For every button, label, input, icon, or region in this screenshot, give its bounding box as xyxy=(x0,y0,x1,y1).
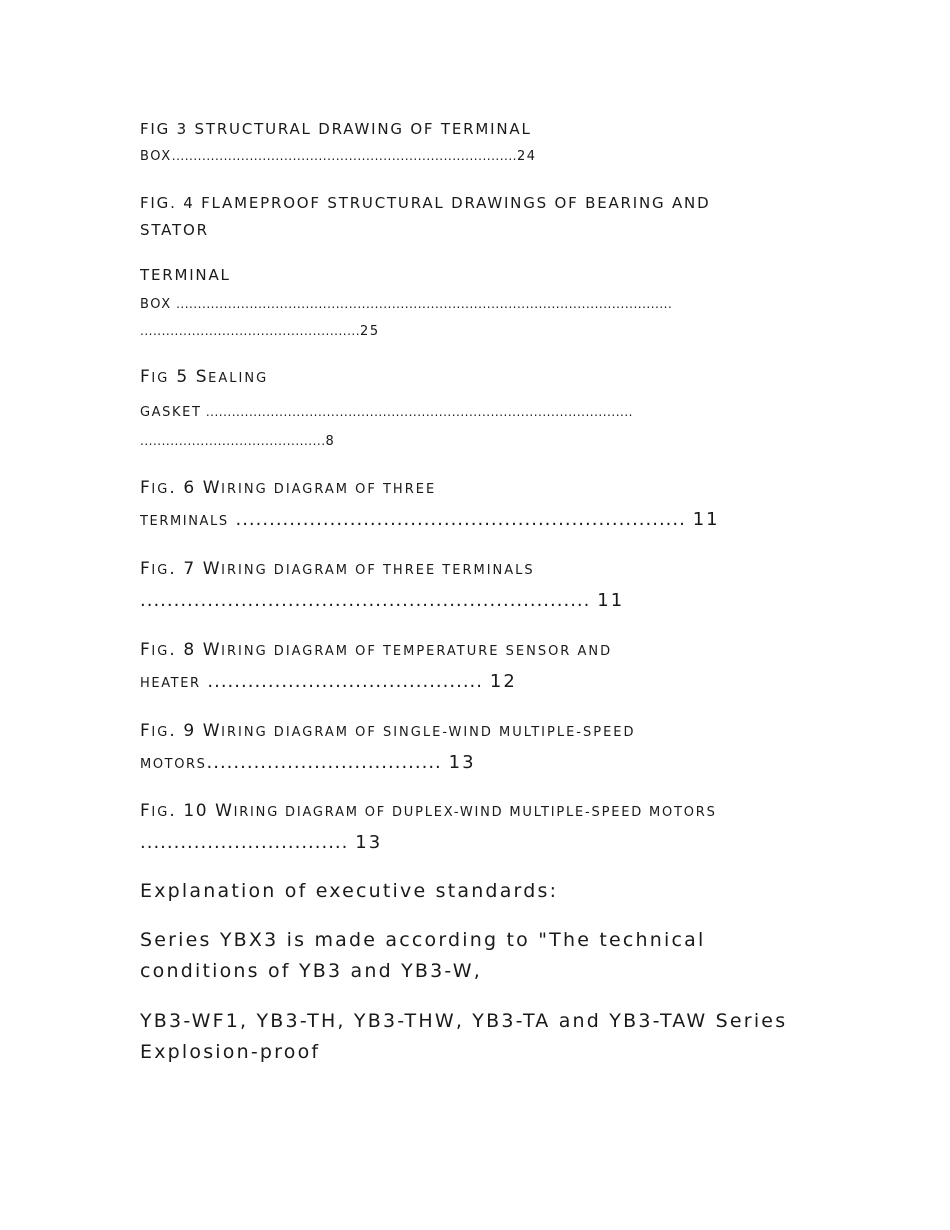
toc-entry-fig4 xyxy=(140,190,810,344)
toc-entry-leader xyxy=(140,747,810,781)
toc-page-number: 11 xyxy=(597,590,625,611)
toc-dot-leader: ................................................... xyxy=(140,324,361,338)
toc-entry-fig10 xyxy=(140,797,810,859)
toc-entry-leader xyxy=(140,145,537,167)
toc-entry-leader xyxy=(140,289,810,318)
toc-dot-leader: ................................................................................................................... xyxy=(171,297,673,311)
toc-entry-leader xyxy=(140,504,810,538)
toc-entry-title: FIG. 8 WIRING DIAGRAM OF TEMPERATURE SENSOR AND xyxy=(140,640,613,660)
toc-entry-title: FIG. 9 WIRING DIAGRAM OF SINGLE-WIND MULTIPLE-SPEED xyxy=(140,721,636,741)
toc-entry-title: FIG 3 STRUCTURAL DRAWING OF TERMINAL xyxy=(140,120,532,138)
toc-entry-fig8 xyxy=(140,636,810,700)
toc-page-number: 8 xyxy=(325,434,336,449)
toc-dot-leader: ......................................... xyxy=(200,671,483,692)
toc-dot-leader: ................................................................... xyxy=(228,509,686,530)
toc-page-number: 11 xyxy=(692,509,720,530)
toc-page-number: 25 xyxy=(360,324,380,339)
toc-entry-label: TERMINALS xyxy=(140,514,229,529)
toc-dot-leader: ................................................................................ xyxy=(171,149,517,163)
toc-entry-leader-cont xyxy=(140,428,810,454)
toc-entry-title: FIG. 6 WIRING DIAGRAM OF THREE xyxy=(140,478,437,498)
toc-entry-label: GASKET xyxy=(140,405,202,420)
body-paragraph: YB3-WF1, YB3-TH, YB3-THW, YB3-TA and YB3-TAW Series Explosion-proof xyxy=(140,1010,788,1063)
toc-entry-leader xyxy=(140,585,810,617)
toc-entry-label: BOX xyxy=(140,149,172,164)
toc-entry-title: FIG. 7 WIRING DIAGRAM OF THREE TERMINALS xyxy=(140,559,535,579)
toc-entry-leader xyxy=(140,666,810,700)
toc-entry-label: BOX xyxy=(140,297,172,312)
body-paragraph: Series YBX3 is made according to "The technical conditions of YB3 and YB3-W, xyxy=(140,929,706,982)
toc-entry-title: FIG. 4 FLAMEPROOF STRUCTURAL DRAWINGS OF BEARING AND xyxy=(140,194,711,212)
toc-entry-fig3 xyxy=(140,118,537,167)
toc-dot-leader: ................................... xyxy=(206,752,442,773)
toc-page-number: 13 xyxy=(355,832,383,853)
toc-entry-title: FIG. 10 WIRING DIAGRAM OF DUPLEX-WIND MULTIPLE-SPEED MOTORS xyxy=(140,801,717,821)
toc-entry-fig7 xyxy=(140,555,810,617)
toc-entry-leader-cont xyxy=(140,318,810,344)
toc-entry-fig6 xyxy=(140,474,810,538)
toc-entry-leader xyxy=(140,827,810,859)
toc-entry-label: HEATER xyxy=(140,676,201,691)
toc-page-number: 12 xyxy=(489,671,517,692)
toc-dot-leader: ................................................................... xyxy=(140,590,591,611)
toc-page-number: 13 xyxy=(448,752,476,773)
toc-entry-label: MOTORS xyxy=(140,757,207,772)
toc-page-number: 24 xyxy=(516,149,537,164)
toc-entry-leader xyxy=(140,396,810,428)
toc-dot-leader: ........................................... xyxy=(140,434,326,448)
toc-entry-fig9 xyxy=(140,717,810,781)
toc-entry-title-cont: STATOR xyxy=(140,221,209,239)
section-heading: Explanation of executive standards: xyxy=(140,880,559,902)
toc-dot-leader: ................................................................................................... xyxy=(201,405,633,419)
toc-entry-title-cont: TERMINAL xyxy=(140,266,231,284)
toc-entry-title: FIG 5 SEALING xyxy=(140,367,269,387)
toc-dot-leader: ............................... xyxy=(140,832,349,853)
toc-entry-fig5 xyxy=(140,364,810,454)
